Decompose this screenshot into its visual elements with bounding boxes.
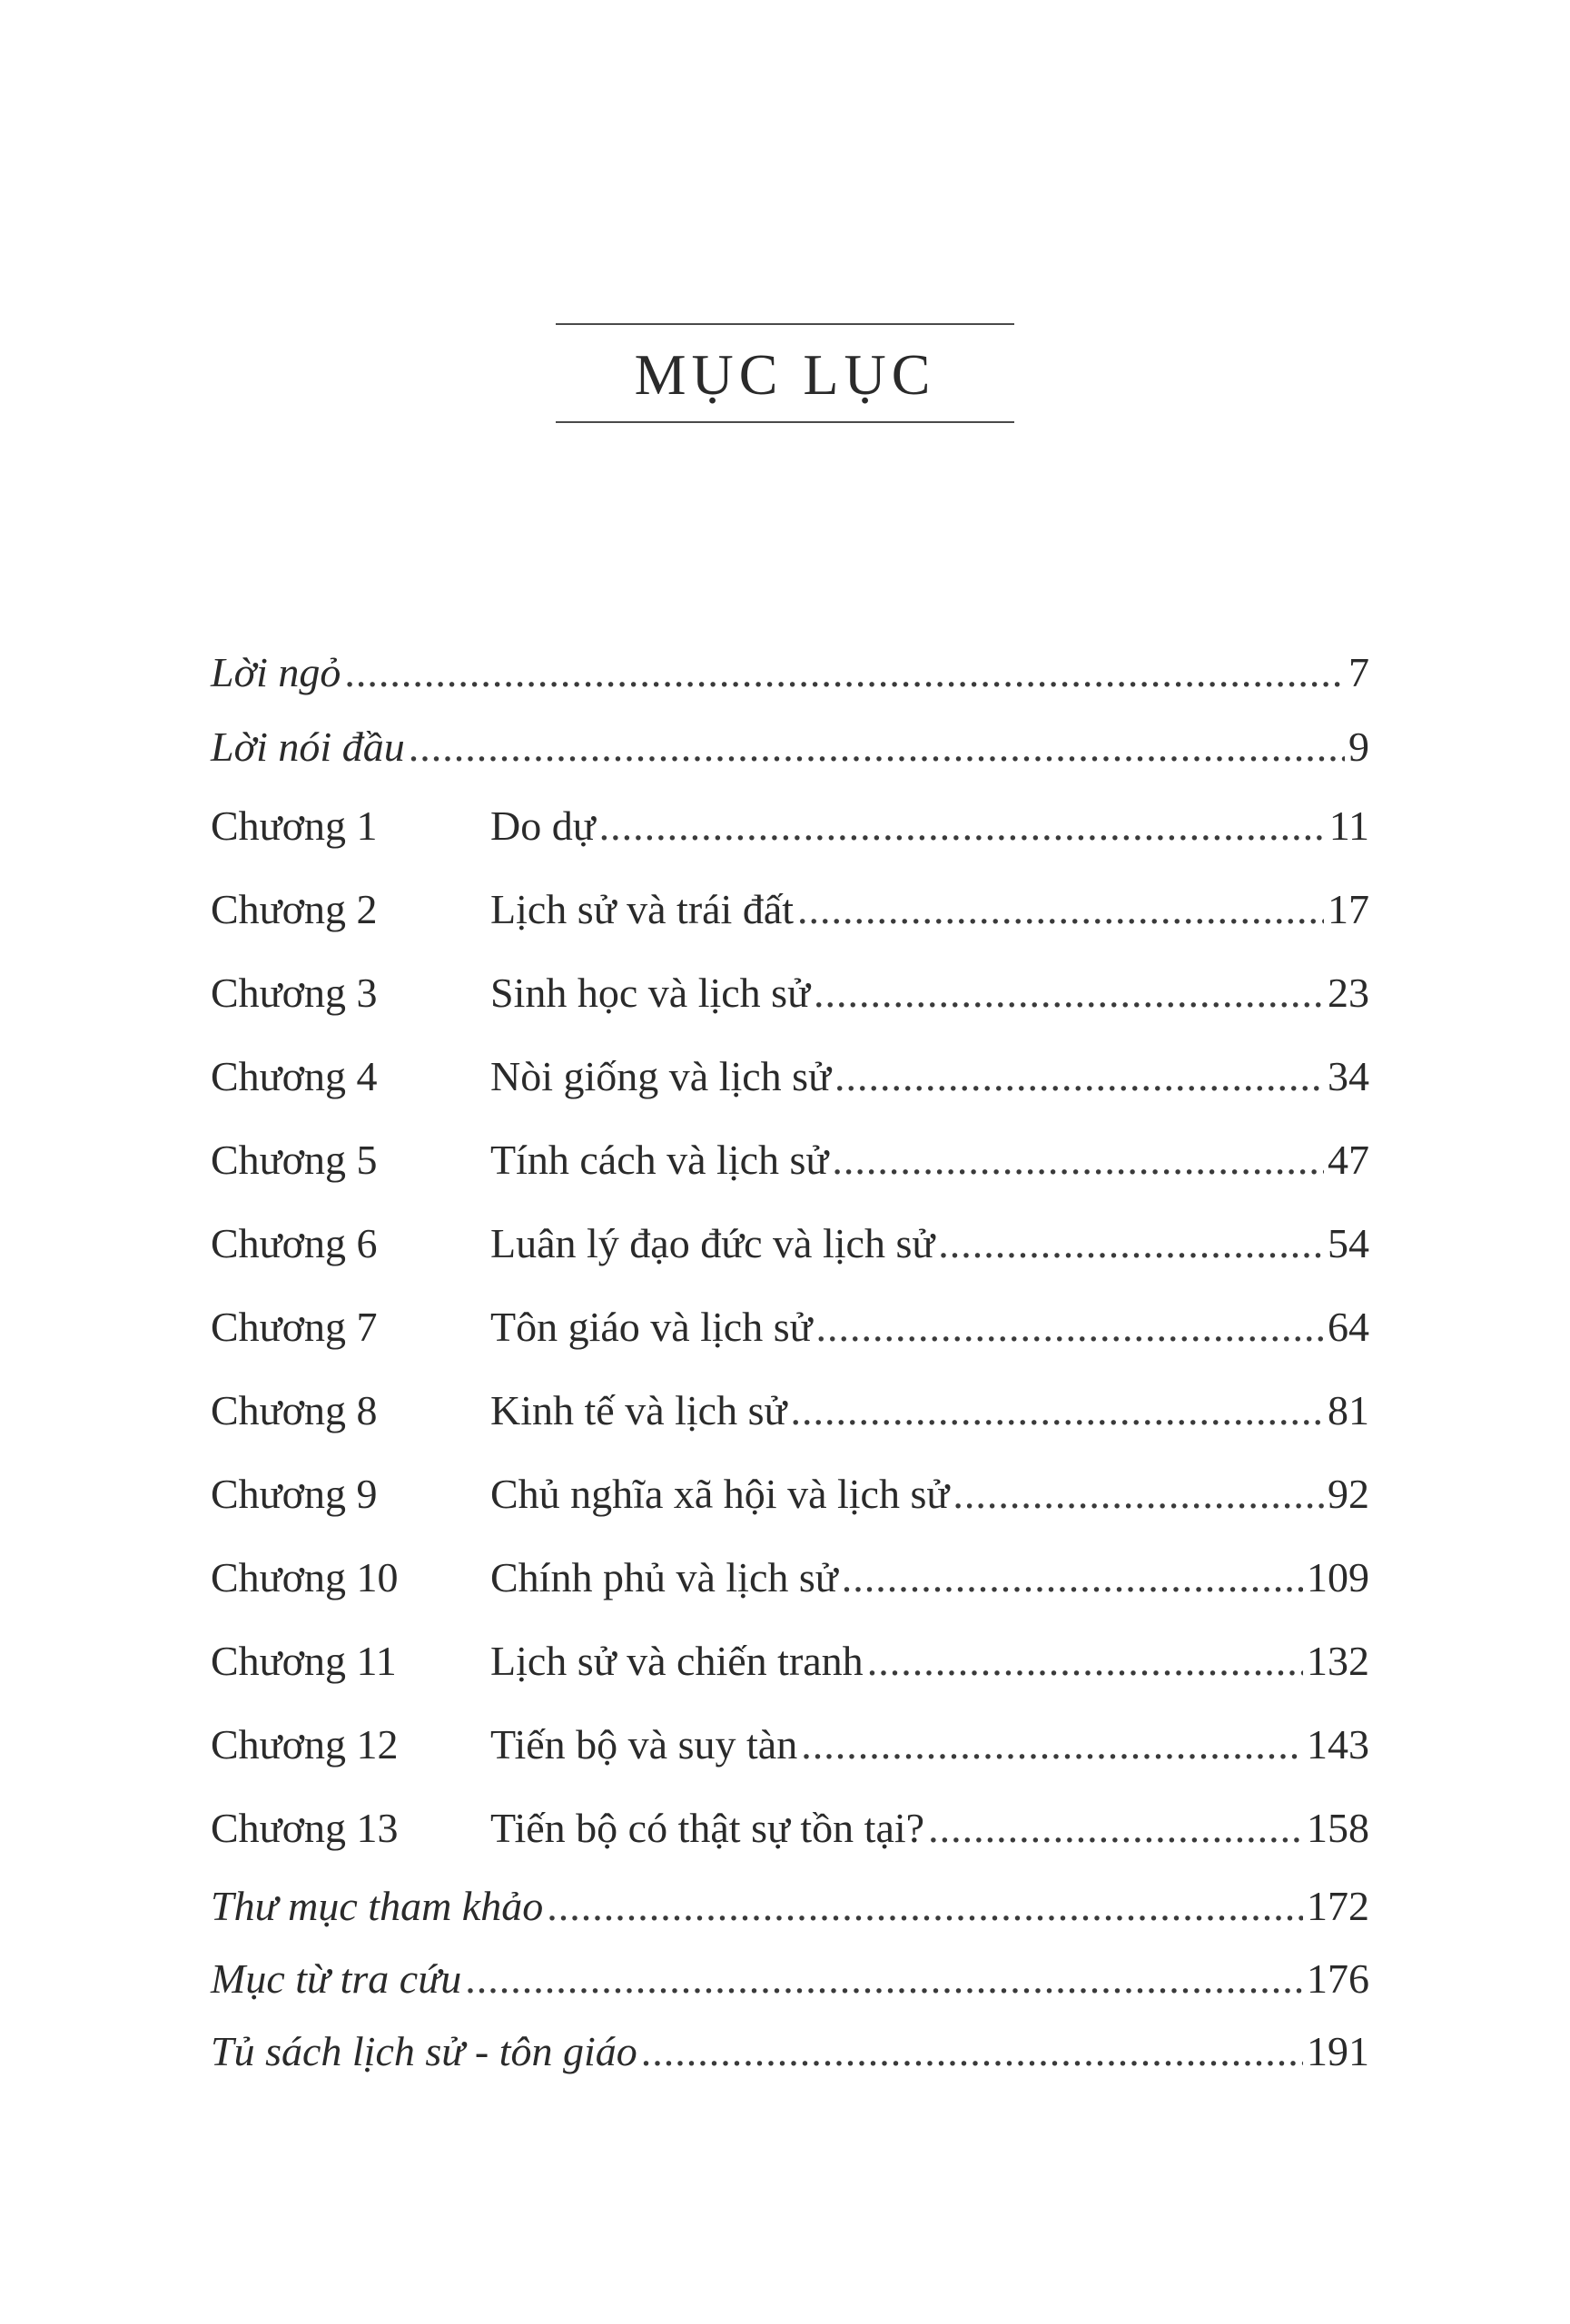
toc-entry-preface[interactable]: [211, 710, 1369, 784]
page-number: 109: [1307, 1554, 1369, 1600]
dot-leader: [465, 1943, 1303, 2015]
toc-entry-bibliography[interactable]: [211, 1870, 1369, 1943]
chapter-title: Chủ nghĩa xã hội và lịch sử: [490, 1471, 950, 1517]
chapter-number: Chương 4: [211, 1053, 378, 1099]
chapter-number: Chương 5: [211, 1137, 378, 1183]
dot-leader: [599, 784, 1326, 868]
chapter-title: Chính phủ và lịch sử: [490, 1554, 838, 1600]
table-of-contents: [211, 635, 1369, 2088]
chapter-title: Kinh tế và lịch sử: [490, 1387, 787, 1433]
page-title: MỤC LỤC: [634, 342, 936, 407]
chapter-number: Chương 1: [211, 803, 378, 849]
chapter-title: Do dự: [490, 803, 596, 849]
chapter-number: Chương 10: [211, 1554, 399, 1600]
chapter-title: Tính cách và lịch sử: [490, 1137, 829, 1183]
entry-label: Lời nói đầu: [211, 724, 405, 770]
dot-leader: [814, 951, 1324, 1035]
toc-entry-book-series[interactable]: [211, 2015, 1369, 2088]
dot-leader: [547, 1870, 1303, 1943]
page-number: 17: [1328, 886, 1369, 932]
page-number: 64: [1328, 1304, 1369, 1350]
chapter-number: Chương 6: [211, 1220, 378, 1266]
title-block: [556, 323, 1014, 427]
toc-entry-chapter-8[interactable]: [211, 1369, 1369, 1452]
toc-entry-chapter-9[interactable]: [211, 1452, 1369, 1536]
dot-leader: [790, 1369, 1324, 1452]
chapter-title: Tiến bộ có thật sự tồn tại?: [490, 1805, 925, 1851]
page-number: 81: [1328, 1387, 1369, 1433]
toc-entry-chapter-10[interactable]: [211, 1536, 1369, 1620]
dot-leader: [938, 1202, 1324, 1285]
chapter-title: Tôn giáo và lịch sử: [490, 1304, 813, 1350]
page-number: 132: [1307, 1638, 1369, 1684]
chapter-number: Chương 2: [211, 886, 378, 932]
toc-entry-foreword[interactable]: [211, 635, 1369, 710]
entry-label: Mục từ tra cứu: [211, 1955, 462, 2002]
page-number: 54: [1328, 1220, 1369, 1266]
dot-leader: [953, 1452, 1324, 1536]
toc-entry-chapter-3[interactable]: [211, 951, 1369, 1035]
dot-leader: [867, 1620, 1303, 1703]
toc-entry-chapter-5[interactable]: [211, 1118, 1369, 1202]
chapter-number: Chương 12: [211, 1721, 399, 1768]
page-number: 158: [1307, 1805, 1369, 1851]
chapter-title: Sinh học và lịch sử: [490, 970, 811, 1016]
chapter-title: Nòi giống và lịch sử: [490, 1053, 832, 1099]
chapter-number: Chương 3: [211, 970, 378, 1016]
page-number: 143: [1307, 1721, 1369, 1768]
chapter-title: Tiến bộ và suy tàn: [490, 1721, 798, 1768]
toc-entry-chapter-4[interactable]: [211, 1035, 1369, 1118]
page-number: 191: [1307, 2028, 1369, 2074]
chapter-number: Chương 11: [211, 1638, 397, 1684]
chapter-title: Lịch sử và trái đất: [490, 886, 795, 932]
chapter-number: Chương 13: [211, 1805, 399, 1851]
page-number: 176: [1307, 1955, 1369, 2002]
entry-label: Tủ sách lịch sử - tôn giáo: [211, 2028, 637, 2074]
toc-entry-chapter-2[interactable]: [211, 868, 1369, 951]
page-number: 23: [1328, 970, 1369, 1016]
page-number: 92: [1328, 1471, 1369, 1517]
chapter-title: Luân lý đạo đức và lịch sử: [490, 1220, 935, 1266]
entry-label: Lời ngỏ: [211, 649, 341, 695]
page-number: 11: [1328, 803, 1369, 849]
dot-leader: [832, 1118, 1324, 1202]
dot-leader: [409, 710, 1345, 784]
dot-leader: [834, 1035, 1324, 1118]
dot-leader: [641, 2015, 1303, 2088]
dot-leader: [801, 1703, 1303, 1787]
page-number: 9: [1348, 724, 1369, 770]
entry-label: Thư mục tham khảo: [211, 1883, 544, 1929]
page-number: 7: [1348, 649, 1369, 695]
page-number: 47: [1328, 1137, 1369, 1183]
toc-entry-chapter-11[interactable]: [211, 1620, 1369, 1703]
dot-leader: [842, 1536, 1303, 1620]
dot-leader: [344, 635, 1345, 710]
dot-leader: [797, 868, 1324, 951]
page-number: 34: [1328, 1053, 1369, 1099]
title-rule-top: [556, 323, 1014, 325]
title-rule-bottom: [556, 421, 1014, 423]
dot-leader: [816, 1285, 1324, 1369]
toc-entry-chapter-12[interactable]: [211, 1703, 1369, 1787]
toc-entry-chapter-1[interactable]: [211, 784, 1369, 868]
chapter-number: Chương 8: [211, 1387, 378, 1433]
chapter-number: Chương 9: [211, 1471, 378, 1517]
dot-leader: [928, 1787, 1303, 1870]
page-number: 172: [1307, 1883, 1369, 1929]
toc-entry-chapter-13[interactable]: [211, 1787, 1369, 1870]
toc-entry-chapter-7[interactable]: [211, 1285, 1369, 1369]
toc-entry-chapter-6[interactable]: [211, 1202, 1369, 1285]
chapter-title: Lịch sử và chiến tranh: [490, 1638, 864, 1684]
chapter-number: Chương 7: [211, 1304, 378, 1350]
toc-entry-index[interactable]: [211, 1943, 1369, 2015]
